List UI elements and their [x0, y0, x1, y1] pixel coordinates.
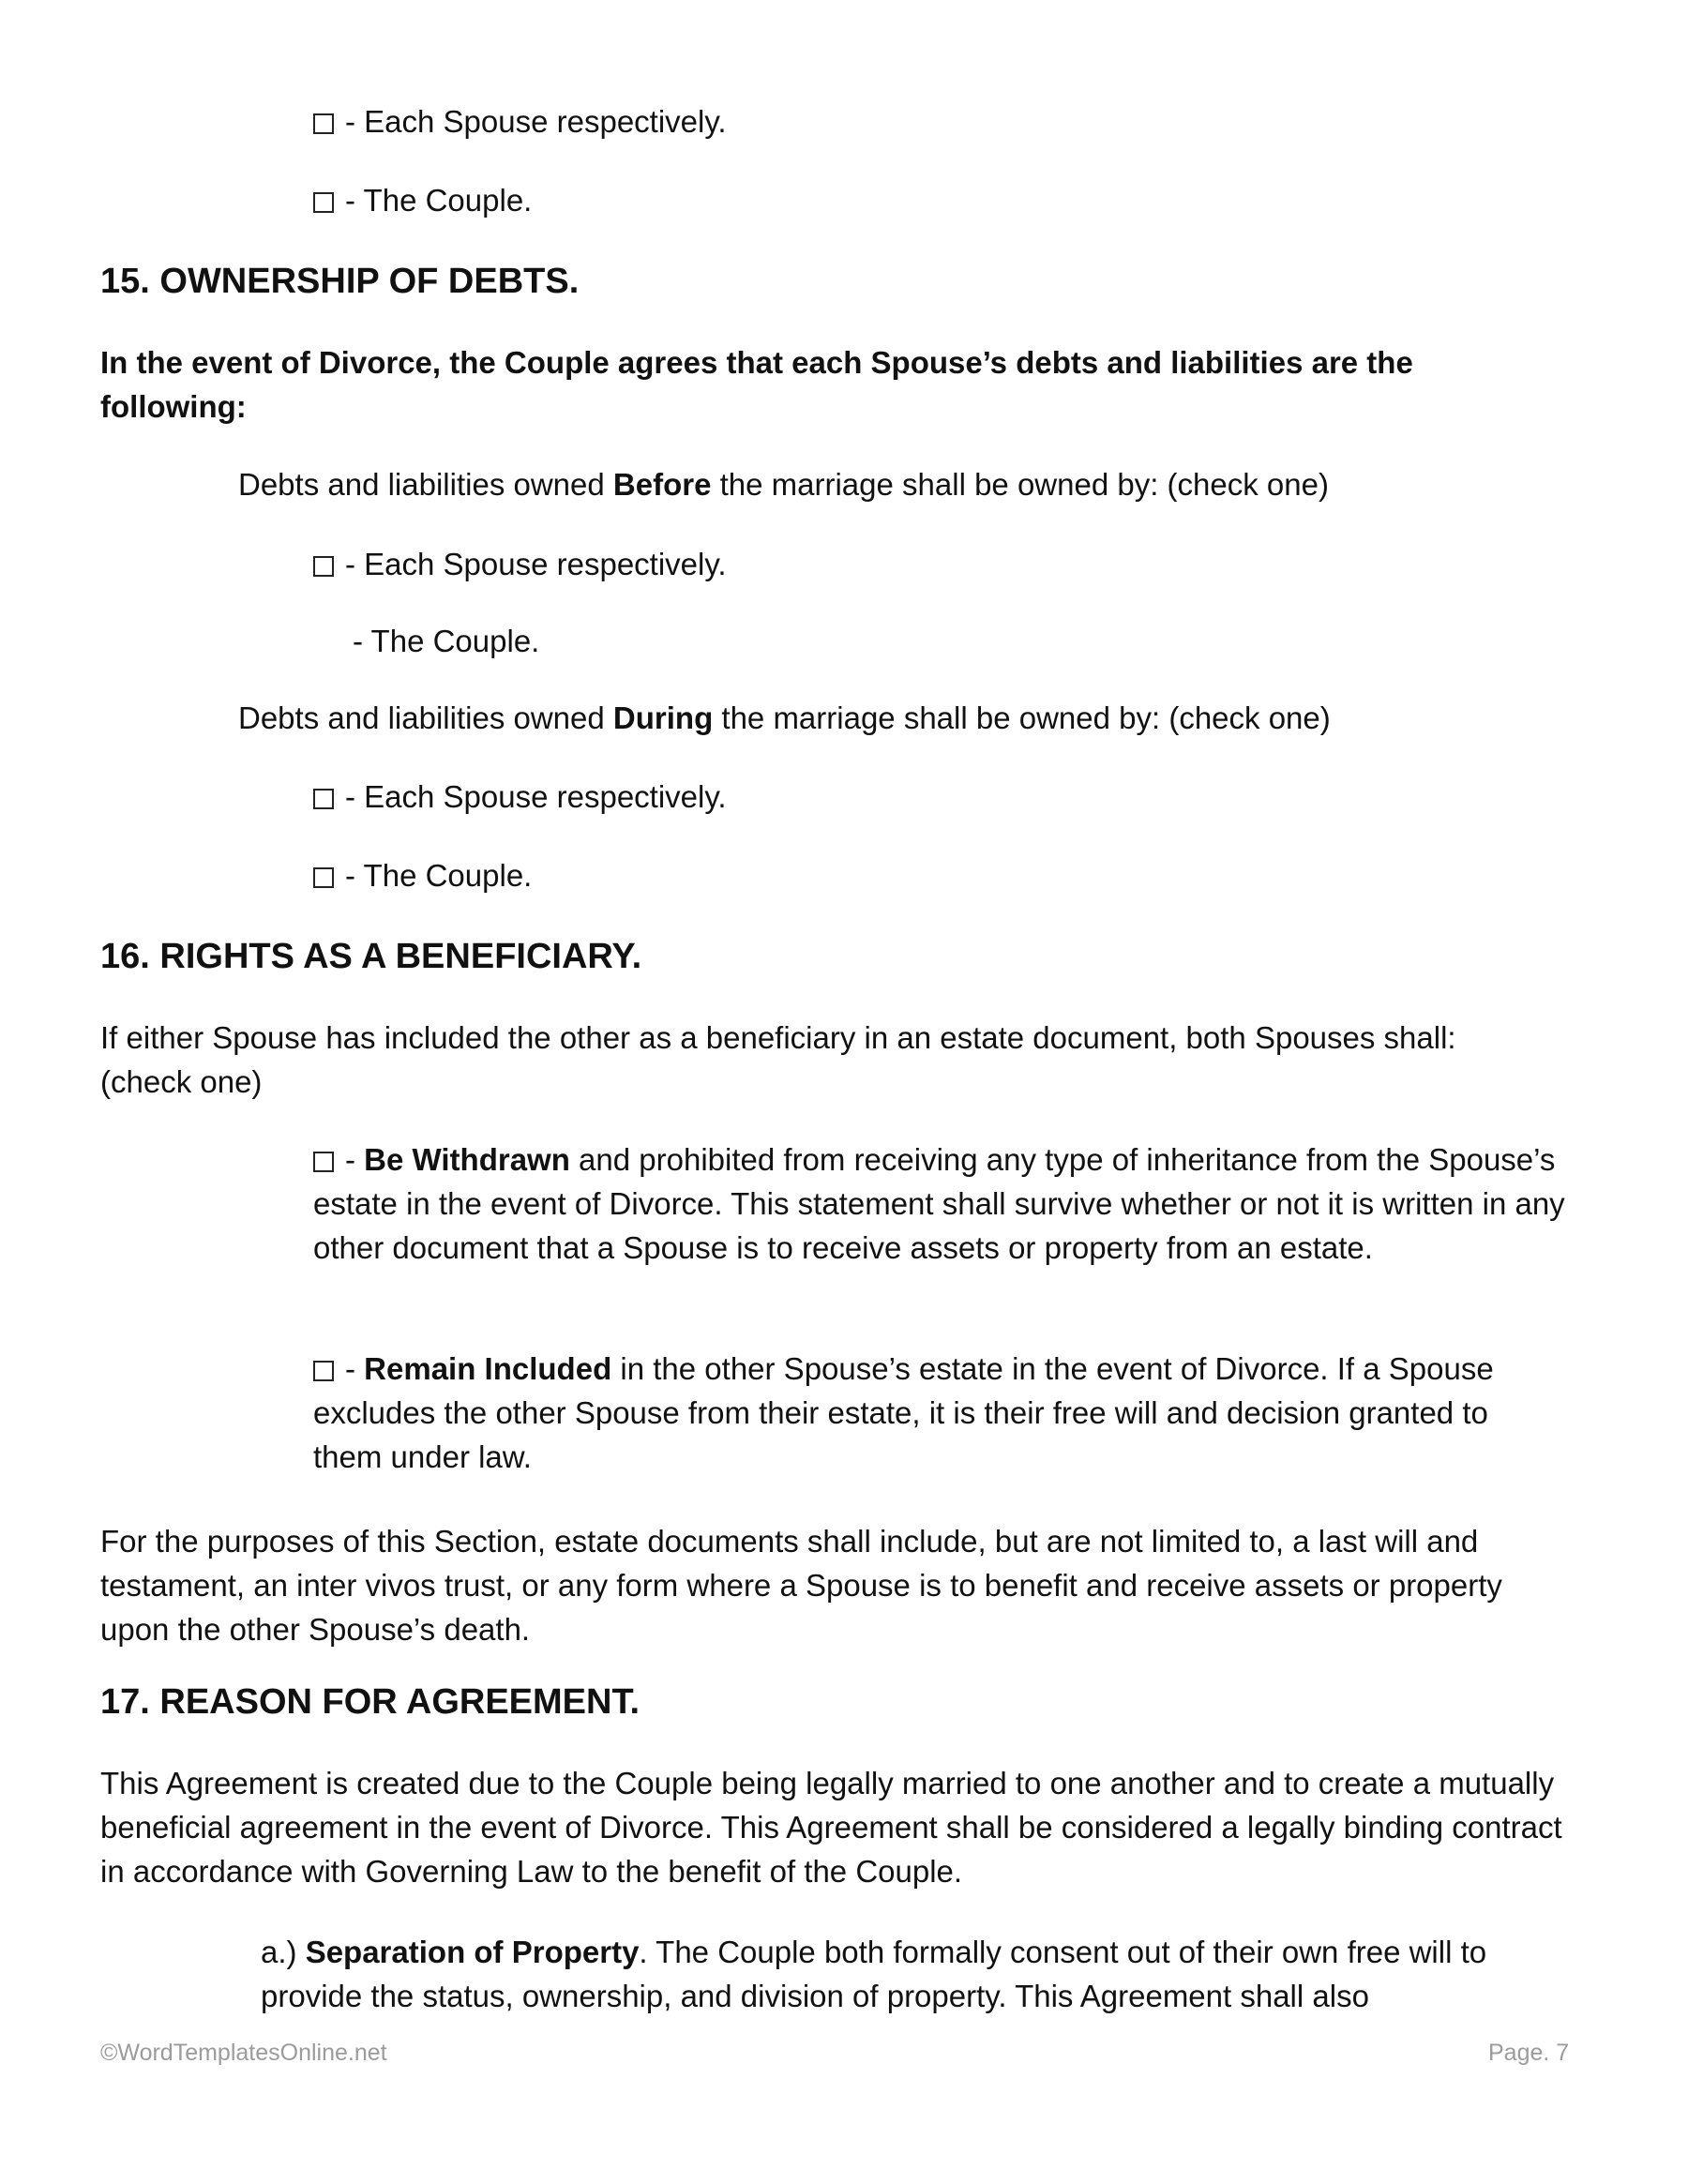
checkbox-option[interactable]	[313, 542, 727, 586]
section-15-intro: In the event of Divorce, the Couple agrees that each Spouse’s debts and liabilities are the following:	[100, 345, 1413, 424]
checkbox-option[interactable]	[313, 99, 727, 143]
item-a-title: Separation of Property	[305, 1935, 640, 1969]
checkbox-icon[interactable]	[313, 789, 334, 809]
option-label: - The Couple.	[345, 183, 533, 218]
checkbox-option[interactable]	[313, 178, 532, 222]
checkbox-icon[interactable]	[313, 113, 334, 134]
section-16-intro: If either Spouse has included the other as a beneficiary in an estate document, both Spouses shall: (check one)	[100, 1020, 1456, 1099]
before-question: Debts and liabilities owned Before the marriage shall be owned by: (check one)	[238, 467, 1329, 502]
checkbox-option[interactable]	[313, 853, 532, 897]
section-17-heading: 17. REASON FOR AGREEMENT.	[100, 1682, 641, 1722]
item-a	[261, 1930, 1574, 2018]
checkbox-option[interactable]	[313, 775, 727, 819]
section-17-intro: This Agreement is created due to the Couple being legally married to one another and to create a mutually beneficial agreement in the event of Divorce. This Agreement shall be considered a legally binding contract in accordance with Governing Law to the benefit of the Couple.	[100, 1766, 1562, 1889]
option-label: - Each Spouse respectively.	[345, 104, 727, 139]
option-label: - The Couple.	[353, 624, 540, 658]
option-label: - Each Spouse respectively.	[345, 779, 727, 814]
option-label: - The Couple.	[345, 858, 533, 893]
checkbox-icon[interactable]	[313, 1152, 334, 1172]
checkbox-icon[interactable]	[313, 192, 334, 213]
during-question: Debts and liabilities owned During the marriage shall be owned by: (check one)	[238, 700, 1331, 735]
checkbox-icon[interactable]	[313, 1361, 334, 1381]
option-label: - Each Spouse respectively.	[345, 547, 727, 581]
section-15-heading: 15. OWNERSHIP OF DEBTS.	[100, 262, 580, 301]
section-16-closing: For the purposes of this Section, estate documents shall include, but are not limited to, a last will and testament, an inter vivos trust, or any form where a Spouse is to benefit and receive assets or property upon the other Spouse’s death.	[100, 1524, 1502, 1647]
footer-copyright: ©WordTemplatesOnline.net	[100, 2040, 387, 2066]
option-no-checkbox	[353, 619, 539, 663]
footer-page-number: Page. 7	[1488, 2040, 1570, 2066]
item-a-text: . The Couple both formally consent out of their own free will to provide the status, ownership, and division of property. This Agreement shall also	[261, 1935, 1487, 2013]
checkbox-icon[interactable]	[313, 867, 334, 888]
beneficiary-option-withdrawn[interactable]: - Be Withdrawn and prohibited from receiving any type of inheritance from the Spouse’s estate in the event of Divorce. This statement shall survive whether or not it is written in any other document that a Spouse is to receive assets or property from an estate.	[313, 1142, 1565, 1265]
section-16-heading: 16. RIGHTS AS A BENEFICIARY.	[100, 937, 642, 976]
beneficiary-option-included[interactable]: - Remain Included in the other Spouse’s estate in the event of Divorce. If a Spouse excludes the other Spouse from their estate, it is their free will and decision granted to them under law.	[313, 1351, 1494, 1474]
item-a-label: a.)	[261, 1935, 297, 1969]
checkbox-icon[interactable]	[313, 556, 334, 577]
